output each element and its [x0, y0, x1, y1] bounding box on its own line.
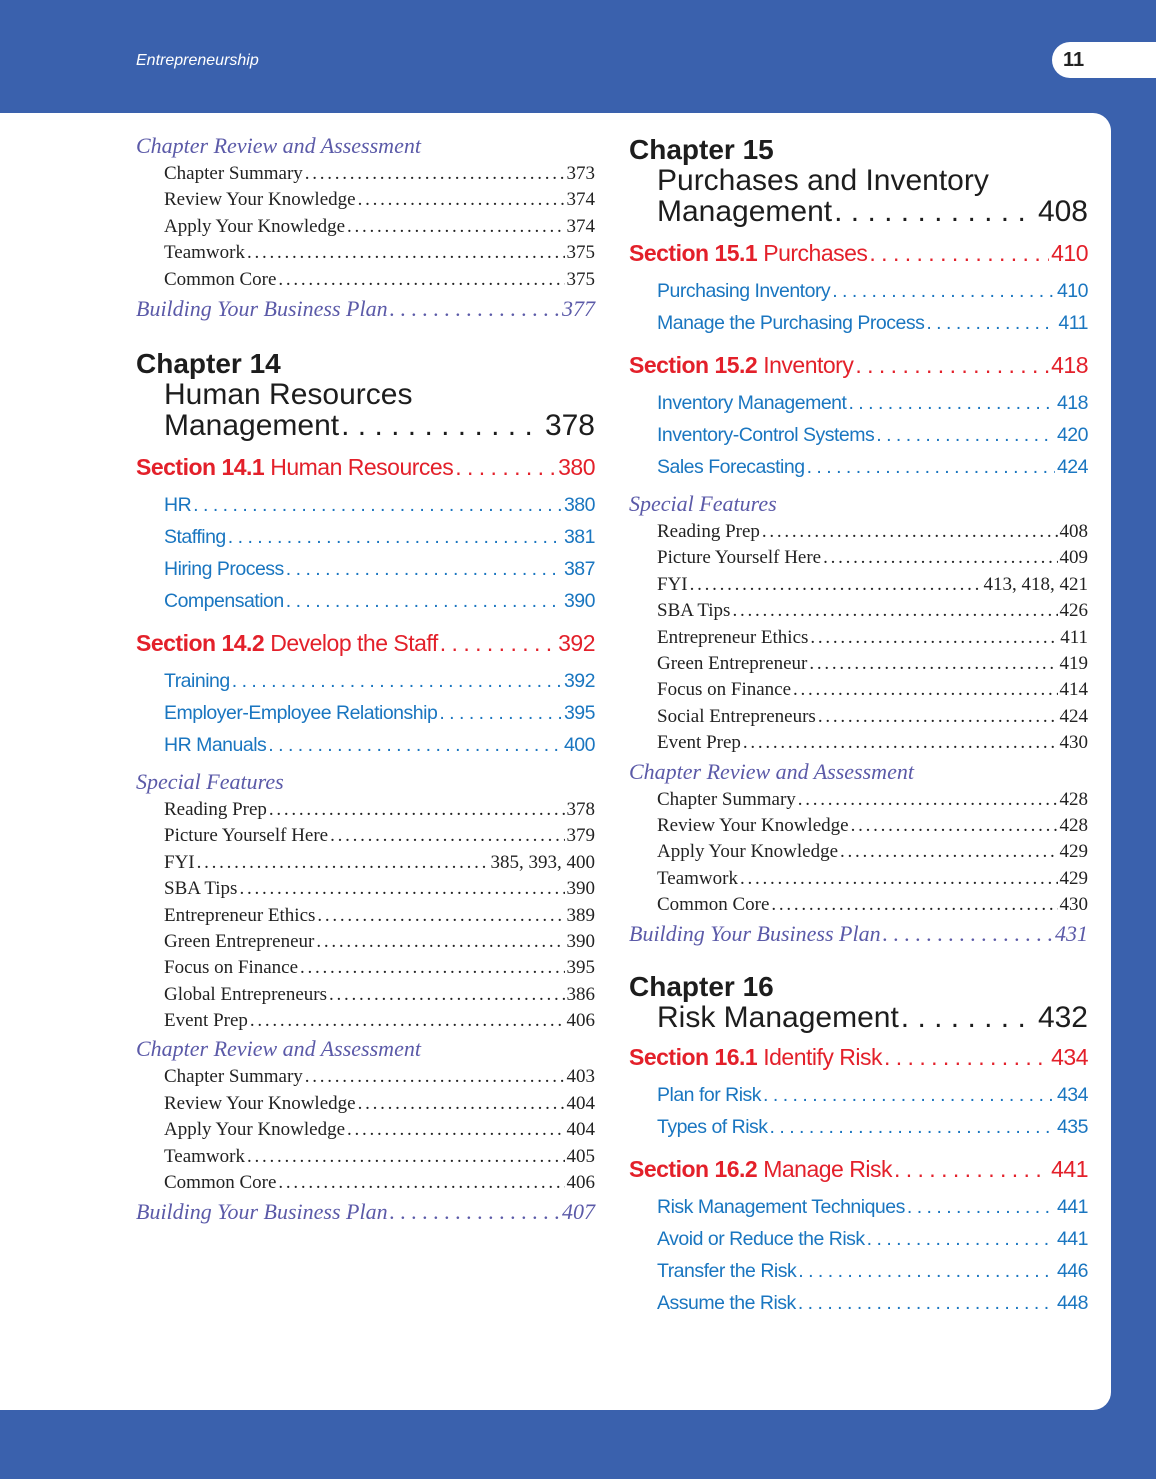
toc-entry[interactable]: Entrepreneur Ethics . . . 411 [629, 625, 1088, 651]
topic-entry[interactable]: Transfer the Risk . . . 446 [629, 1255, 1088, 1287]
leader-dots [798, 1255, 1055, 1287]
toc-entry[interactable]: Green Entrepreneur . . . 390 [136, 929, 595, 955]
leader-dots [907, 1191, 1055, 1223]
business-plan-entry[interactable]: Building Your Business Plan . . . 407 [136, 1196, 595, 1228]
leader-dots [809, 651, 1057, 677]
toc-entry[interactable]: Event Prep . . . 406 [136, 1008, 595, 1034]
topic-entry[interactable]: Inventory-Control Systems . . . 420 [629, 419, 1088, 451]
section-entry[interactable]: Section 15.1 Purchases . . . 410 [629, 235, 1088, 275]
leader-dots [197, 850, 489, 876]
toc-column-right [629, 135, 1088, 1319]
leader-dots [901, 1002, 1036, 1033]
toc-entry[interactable]: Focus on Finance . . . 414 [629, 677, 1088, 703]
chapter-title-entry[interactable]: Management . . . 408 [629, 196, 1088, 227]
chapter-title-entry[interactable]: Risk Management . . . 432 [629, 1002, 1088, 1033]
leader-dots [869, 235, 1049, 271]
leader-dots [286, 585, 562, 617]
leader-dots [228, 521, 562, 553]
leader-dots [316, 929, 564, 955]
toc-entry[interactable]: FYI . . . 413, 418, 421 [629, 572, 1088, 598]
leader-dots [300, 955, 564, 981]
toc-entry[interactable]: SBA Tips . . . 390 [136, 876, 595, 902]
toc-entry[interactable]: Social Entrepreneurs . . . 424 [629, 704, 1088, 730]
toc-entry[interactable]: Global Entrepreneurs . . . 386 [136, 982, 595, 1008]
leader-dots [855, 347, 1049, 383]
topic-entry[interactable]: Hiring Process . . . 387 [136, 553, 595, 585]
topic-entry[interactable]: Training . . . 392 [136, 665, 595, 697]
leader-dots [239, 876, 564, 902]
toc-entry[interactable]: Review Your Knowledge . . . 428 [629, 813, 1088, 839]
leader-dots [832, 275, 1055, 307]
leader-dots [305, 161, 565, 187]
leader-dots [771, 892, 1057, 918]
leader-dots [883, 918, 1053, 950]
toc-entry[interactable]: Event Prep . . . 430 [629, 730, 1088, 756]
leader-dots [250, 1008, 565, 1034]
toc-entry[interactable]: SBA Tips . . . 426 [629, 598, 1088, 624]
topic-entry[interactable]: HR Manuals . . . 400 [136, 729, 595, 761]
chapter-title-line1: Human Resources [164, 377, 413, 411]
leader-dots [810, 625, 1058, 651]
toc-entry[interactable]: Review Your Knowledge . . . 404 [136, 1091, 595, 1117]
leader-dots [341, 410, 543, 441]
section-entry[interactable]: Section 16.2 Manage Risk . . . 441 [629, 1151, 1088, 1191]
toc-entry[interactable]: Picture Yourself Here . . . 409 [629, 545, 1088, 571]
leader-dots [834, 196, 1036, 227]
toc-entry[interactable]: Teamwork . . . 375 [136, 240, 595, 266]
chapter-title-line1: Purchases and Inventory [657, 164, 989, 197]
topic-entry[interactable]: Assume the Risk . . . 448 [629, 1287, 1088, 1319]
leader-dots [926, 307, 1056, 339]
toc-entry[interactable]: Reading Prep . . . 378 [136, 797, 595, 823]
toc-column-left [136, 131, 595, 1228]
chapter-number: Chapter 16 [629, 971, 774, 1003]
leader-dots [390, 1196, 560, 1228]
leader-dots [690, 572, 982, 598]
topic-entry[interactable]: Employer-Employee Relationship . . . 395 [136, 697, 595, 729]
topic-entry[interactable]: Sales Forecasting . . . 424 [629, 451, 1088, 483]
toc-entry[interactable]: Review Your Knowledge . . . 374 [136, 187, 595, 213]
leader-dots [762, 519, 1058, 545]
toc-entry[interactable]: Common Core . . . 375 [136, 267, 595, 293]
leader-dots [347, 1117, 564, 1143]
page-number: 11 [1063, 49, 1085, 71]
leader-dots [440, 625, 556, 661]
leader-dots [743, 730, 1058, 756]
toc-entry[interactable]: Chapter Summary . . . 373 [136, 161, 595, 187]
leader-dots [329, 982, 564, 1008]
leader-dots [247, 1144, 565, 1170]
topic-entry[interactable]: HR . . . 380 [136, 489, 595, 521]
toc-entry[interactable]: Apply Your Knowledge . . . 429 [629, 839, 1088, 865]
topic-entry[interactable]: Manage the Purchasing Process . . . 411 [629, 307, 1088, 339]
group-heading: Chapter Review and Assessment [136, 133, 421, 158]
leader-dots [884, 1039, 1049, 1075]
section-entry[interactable]: Section 14.2 Develop the Staff . . . 392 [136, 625, 595, 665]
leader-dots [818, 704, 1058, 730]
topic-entry[interactable]: Types of Risk . . . 435 [629, 1111, 1088, 1143]
section-entry[interactable]: Section 15.2 Inventory . . . 418 [629, 347, 1088, 387]
leader-dots [807, 451, 1055, 483]
toc-entry[interactable]: Chapter Summary . . . 403 [136, 1064, 595, 1090]
leader-dots [439, 697, 562, 729]
leader-dots [193, 489, 562, 521]
leader-dots [347, 214, 564, 240]
leader-dots [268, 729, 562, 761]
topic-entry[interactable]: Risk Management Techniques . . . 441 [629, 1191, 1088, 1223]
leader-dots [793, 677, 1057, 703]
toc-entry[interactable]: Entrepreneur Ethics . . . 389 [136, 903, 595, 929]
toc-entry[interactable]: Focus on Finance . . . 395 [136, 955, 595, 981]
leader-dots [732, 598, 1057, 624]
toc-entry[interactable]: Common Core . . . 430 [629, 892, 1088, 918]
toc-entry[interactable]: Reading Prep . . . 408 [629, 519, 1088, 545]
leader-dots [740, 866, 1058, 892]
topic-entry[interactable]: Staffing . . . 381 [136, 521, 595, 553]
leader-dots [269, 797, 565, 823]
toc-entry[interactable]: Chapter Summary . . . 428 [629, 787, 1088, 813]
leader-dots [798, 787, 1058, 813]
leader-dots [278, 267, 564, 293]
leader-dots [278, 1170, 564, 1196]
toc-entry[interactable]: FYI . . . 385, 393, 400 [136, 850, 595, 876]
toc-entry[interactable]: Picture Yourself Here . . . 379 [136, 823, 595, 849]
topic-entry[interactable]: Inventory Management . . . 418 [629, 387, 1088, 419]
topic-entry[interactable]: Compensation . . . 390 [136, 585, 595, 617]
chapter-number: Chapter 15 [629, 134, 774, 165]
toc-entry[interactable]: Apply Your Knowledge . . . 374 [136, 214, 595, 240]
leader-dots [317, 903, 564, 929]
leader-dots [851, 813, 1058, 839]
section-entry[interactable]: Section 14.1 Human Resources . . . 380 [136, 449, 595, 489]
section-entry[interactable]: Section 16.1 Identify Risk . . . 434 [629, 1039, 1088, 1079]
leader-dots [823, 545, 1057, 571]
leader-dots [247, 240, 565, 266]
book-title: Entrepreneurship [136, 52, 259, 69]
group-heading: Chapter Review and Assessment [136, 1036, 421, 1062]
group-heading: Special Features [629, 491, 777, 516]
leader-dots [763, 1079, 1055, 1111]
leader-dots [305, 1064, 565, 1090]
leader-dots [867, 1223, 1055, 1255]
chapter-title-entry[interactable]: Management . . . 378 [136, 410, 595, 441]
group-heading: Chapter Review and Assessment [629, 758, 914, 784]
business-plan-entry[interactable]: Building Your Business Plan . . . 377 [136, 293, 595, 325]
leader-dots [358, 187, 565, 213]
leader-dots [840, 839, 1057, 865]
leader-dots [330, 823, 564, 849]
leader-dots [894, 1151, 1049, 1187]
topic-entry[interactable]: Purchasing Inventory . . . 410 [629, 275, 1088, 307]
leader-dots [848, 387, 1055, 419]
business-plan-entry[interactable]: Building Your Business Plan . . . 431 [629, 918, 1088, 950]
leader-dots [798, 1287, 1055, 1319]
toc-entry[interactable]: Teamwork . . . 429 [629, 866, 1088, 892]
leader-dots [770, 1111, 1055, 1143]
leader-dots [232, 665, 562, 697]
toc-panel [0, 113, 1111, 1410]
leader-dots [876, 419, 1055, 451]
topic-entry[interactable]: Avoid or Reduce the Risk . . . 441 [629, 1223, 1088, 1255]
leader-dots [286, 553, 562, 585]
toc-entry[interactable]: Green Entrepreneur . . . 419 [629, 651, 1088, 677]
leader-dots [455, 449, 556, 485]
toc-entry[interactable]: Common Core . . . 406 [136, 1170, 595, 1196]
toc-entry[interactable]: Apply Your Knowledge . . . 404 [136, 1117, 595, 1143]
group-heading: Special Features [136, 768, 284, 794]
leader-dots [390, 293, 560, 325]
topic-entry[interactable]: Plan for Risk . . . 434 [629, 1079, 1088, 1111]
leader-dots [358, 1091, 565, 1117]
chapter-number: Chapter 14 [136, 347, 281, 379]
toc-entry[interactable]: Teamwork . . . 405 [136, 1144, 595, 1170]
